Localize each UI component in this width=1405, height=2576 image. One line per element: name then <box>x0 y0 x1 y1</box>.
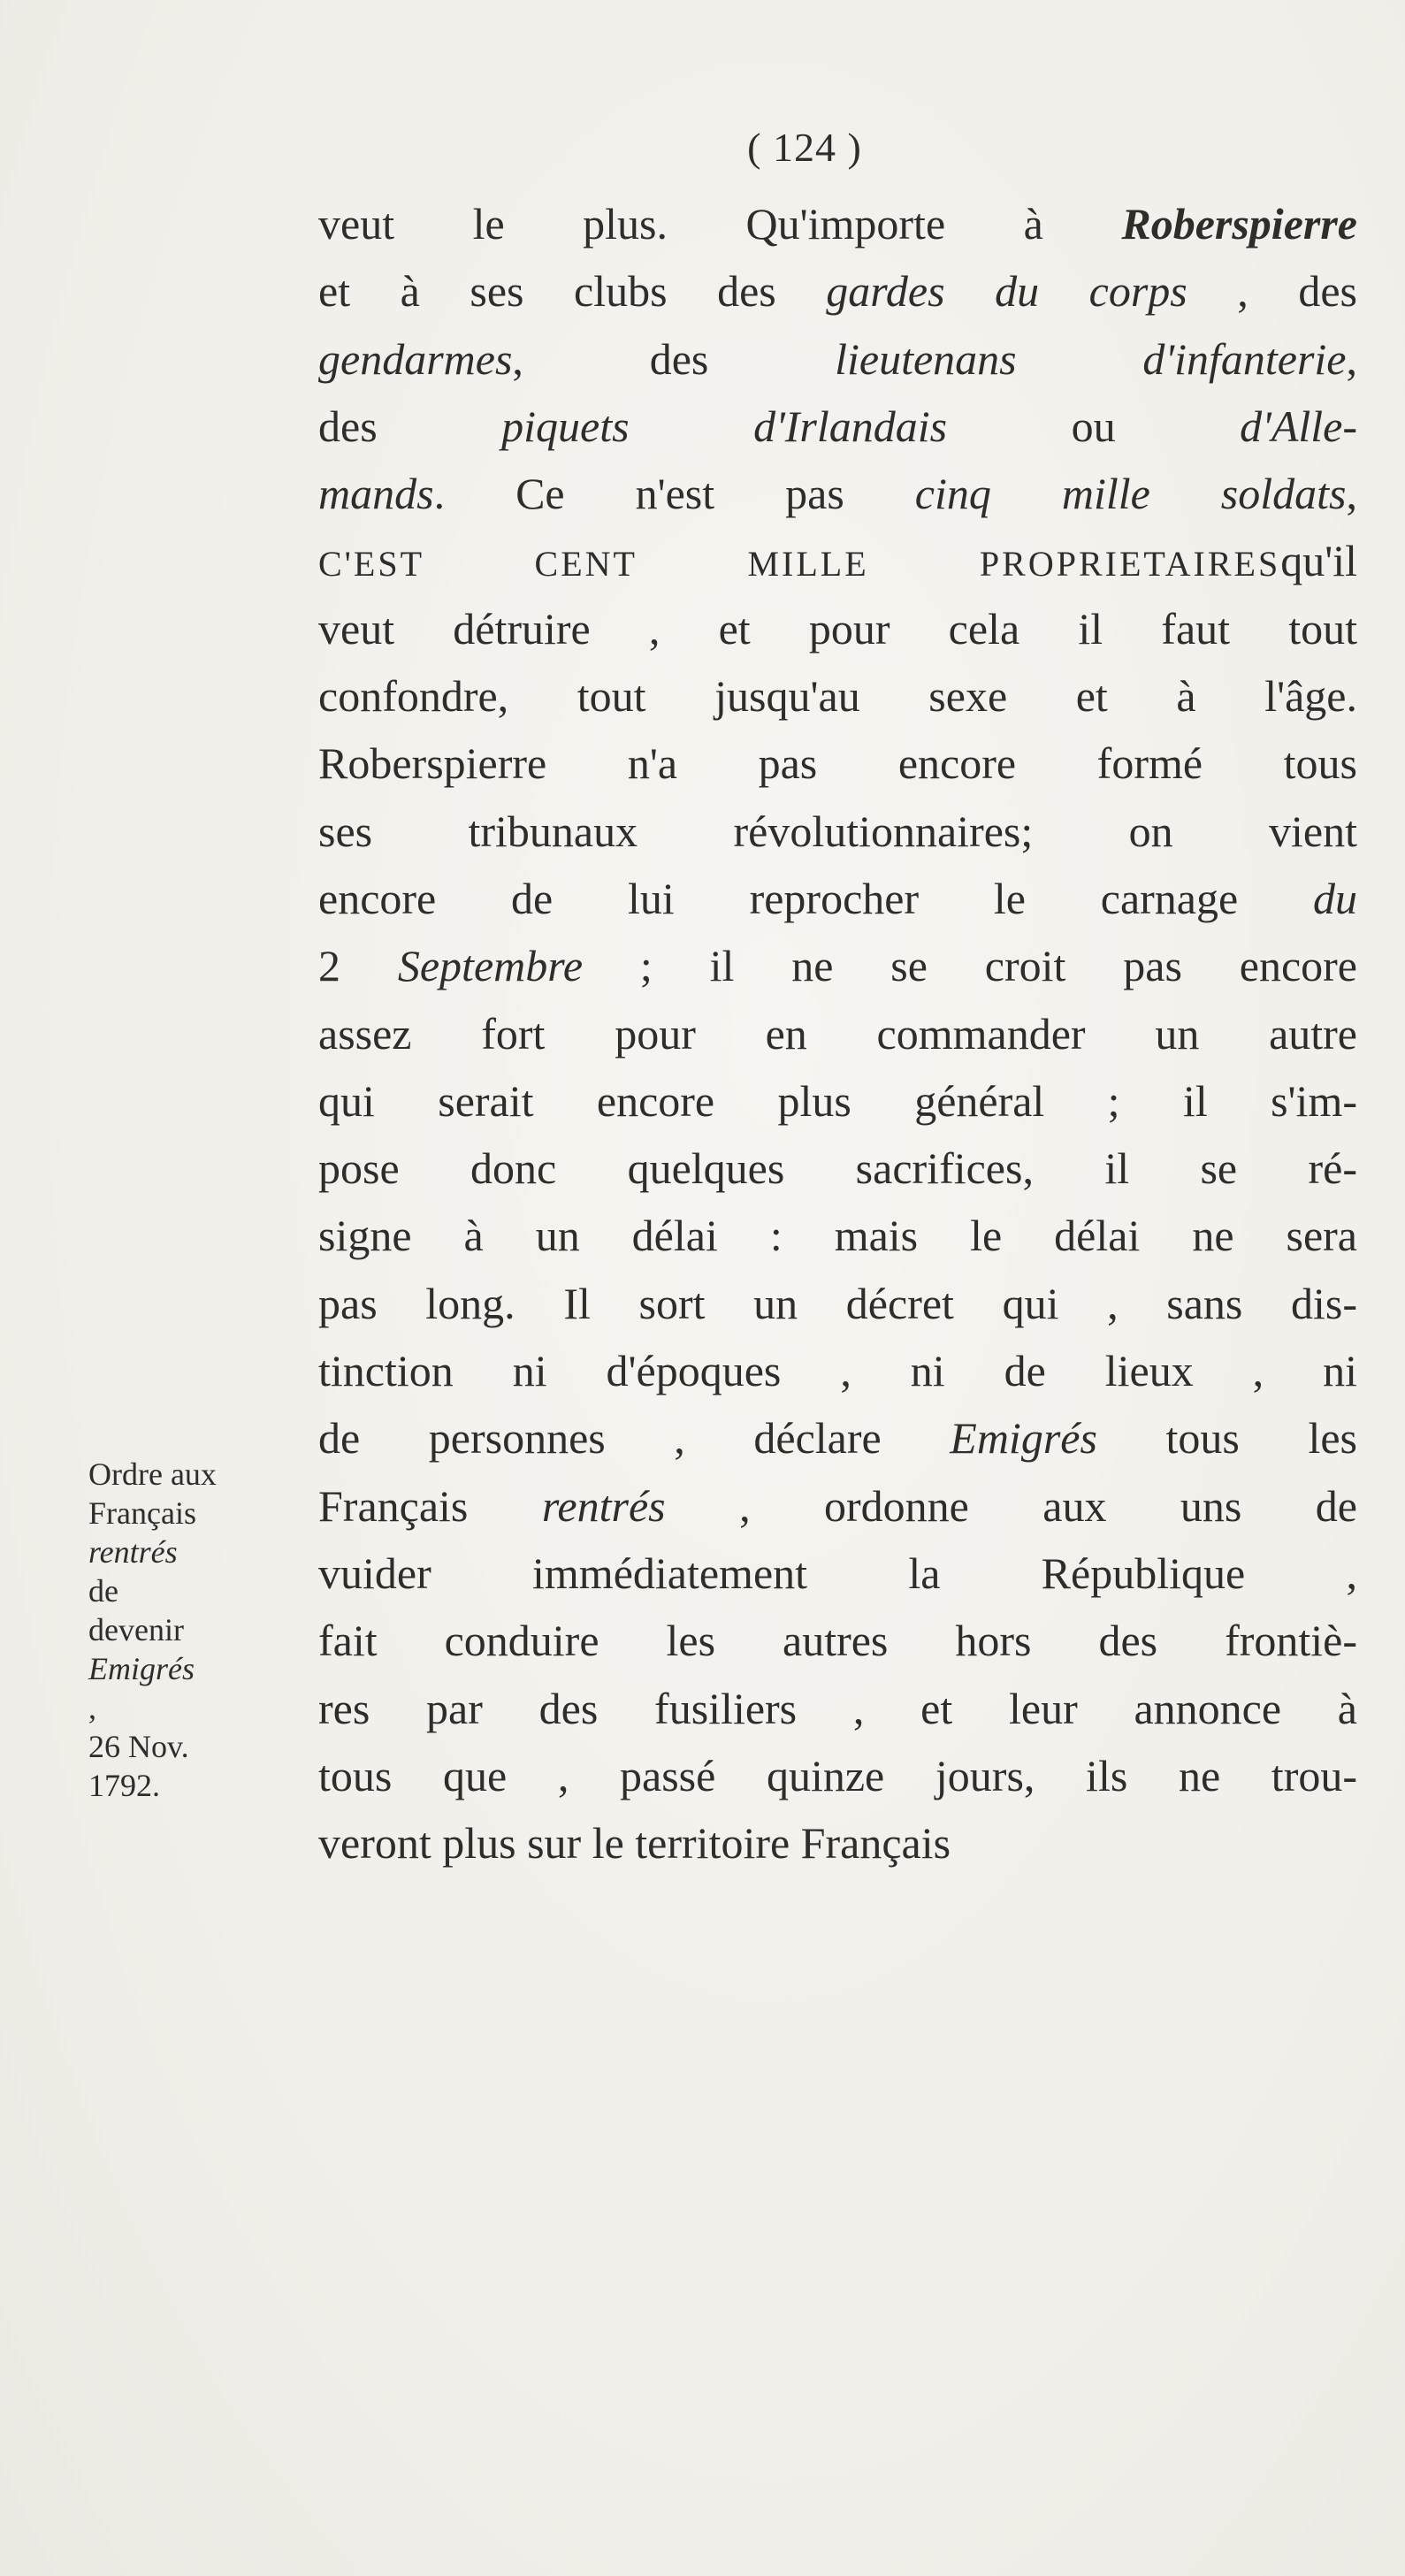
text-line <box>318 1472 1357 1540</box>
italic-text: piquets d'Irlandais <box>501 401 948 451</box>
text-line <box>318 730 1357 797</box>
text-run: de <box>88 1573 118 1609</box>
text-run: devenir <box>88 1612 184 1647</box>
text-run: assez fort pour en commander un autre <box>318 1008 1357 1059</box>
text-run: , <box>1346 469 1357 519</box>
text-line <box>318 662 1357 730</box>
margin-note-line <box>88 1610 318 1649</box>
text-line <box>318 1404 1357 1471</box>
text-line <box>318 1337 1357 1404</box>
text-run: veut détruire , et pour cela il faut tout <box>318 603 1357 654</box>
text-run: 1792. <box>88 1768 160 1803</box>
text-run: vuider immédiatement la République , <box>318 1548 1357 1598</box>
emphasized-name: Roberspierre <box>1121 199 1357 248</box>
text-run: Français <box>318 1480 542 1531</box>
italic-text: cinq mille soldats <box>914 469 1347 519</box>
text-run: veront plus sur le territoire Français <box>318 1818 951 1869</box>
text-line <box>318 257 1357 325</box>
margin-note-line <box>88 1766 318 1805</box>
text-run: tous les <box>1096 1413 1357 1464</box>
text-run: qu'il <box>1280 536 1357 586</box>
margin-note <box>88 1455 318 1805</box>
text-run: 26 Nov. <box>88 1729 189 1764</box>
text-line <box>318 1000 1357 1067</box>
text-run: fait conduire les autres hors des frontiè- <box>318 1616 1357 1666</box>
text-run: ses tribunaux révolutionnaires; on vient <box>318 806 1357 856</box>
text-line <box>318 190 1357 257</box>
text-line <box>318 865 1357 932</box>
italic-text: gendarmes <box>318 333 513 384</box>
body-text <box>318 190 1357 1877</box>
text-line <box>318 932 1357 999</box>
text-run: ou <box>947 401 1241 451</box>
text-run: pose donc quelques sacrifices, il se ré- <box>318 1143 1357 1194</box>
italic-text: lieutenans d'infanterie <box>835 333 1347 384</box>
text-run: , <box>88 1690 96 1725</box>
text-line <box>318 1270 1357 1337</box>
text-line <box>318 1135 1357 1202</box>
text-line <box>318 1607 1357 1674</box>
text-run: confondre, tout jusqu'au sexe et à l'âge. <box>318 671 1357 722</box>
text-run: Français <box>88 1495 196 1531</box>
margin-note-line <box>88 1649 318 1727</box>
text-run: des <box>318 401 502 451</box>
text-run: Roberspierre n'a pas encore formé tous <box>318 738 1357 789</box>
italic-text: gardes du corps <box>826 266 1187 317</box>
text-line <box>318 527 1357 594</box>
text-line <box>318 1809 1357 1877</box>
italic-text: Emigrés <box>950 1413 1097 1464</box>
italic-text: Septembre <box>397 941 584 991</box>
text-run: tinction ni d'époques , ni de lieux , ni <box>318 1346 1357 1396</box>
text-line <box>318 460 1357 527</box>
text-run: . Ce n'est pas <box>433 469 915 519</box>
text-run: signe à un délai : mais le délai ne sera <box>318 1211 1357 1261</box>
small-caps-text: C'EST CENT MILLE PROPRIETAIRES <box>318 544 1281 585</box>
text-run: , <box>1346 333 1357 384</box>
italic-text: du <box>1313 873 1357 923</box>
text-line <box>318 1202 1357 1269</box>
text-run: et à ses clubs des <box>318 266 827 317</box>
margin-note-line <box>88 1494 318 1533</box>
text-run: , des <box>512 333 836 384</box>
italic-text: mands <box>318 469 434 519</box>
italic-text: rentrés <box>541 1480 666 1531</box>
page-number: ( 124 ) <box>747 125 862 170</box>
text-run: veut le plus. Qu'importe à <box>318 199 1122 248</box>
text-line <box>318 1742 1357 1809</box>
italic-text: Emigrés <box>88 1651 195 1686</box>
text-run: Ordre aux <box>88 1456 217 1492</box>
text-line <box>318 325 1357 393</box>
margin-note-line <box>88 1727 318 1766</box>
margin-note-line <box>88 1455 318 1494</box>
margin-note-line <box>88 1533 318 1610</box>
text-run: , ordonne aux uns de <box>665 1480 1357 1531</box>
text-line <box>318 1067 1357 1135</box>
italic-text: rentrés <box>88 1534 178 1570</box>
italic-text: d'Alle- <box>1240 401 1358 451</box>
text-line <box>318 595 1357 662</box>
text-run: tous que , passé quinze jours, ils ne trou- <box>318 1750 1357 1800</box>
text-run: qui serait encore plus général ; il s'im- <box>318 1075 1357 1126</box>
text-run: , des <box>1187 266 1357 317</box>
text-run: de personnes , déclare <box>318 1413 951 1464</box>
text-run: res par des fusiliers , et leur annonce à <box>318 1683 1357 1733</box>
text-run: 2 <box>318 941 398 991</box>
text-run: encore de lui reprocher le carnage <box>318 873 1313 923</box>
text-line <box>318 1540 1357 1607</box>
text-line <box>318 798 1357 865</box>
text-line <box>318 1675 1357 1742</box>
text-line <box>318 393 1357 460</box>
text-run: pas long. Il sort un décret qui , sans dis- <box>318 1278 1357 1328</box>
text-run: ; il ne se croit pas encore <box>583 941 1358 991</box>
